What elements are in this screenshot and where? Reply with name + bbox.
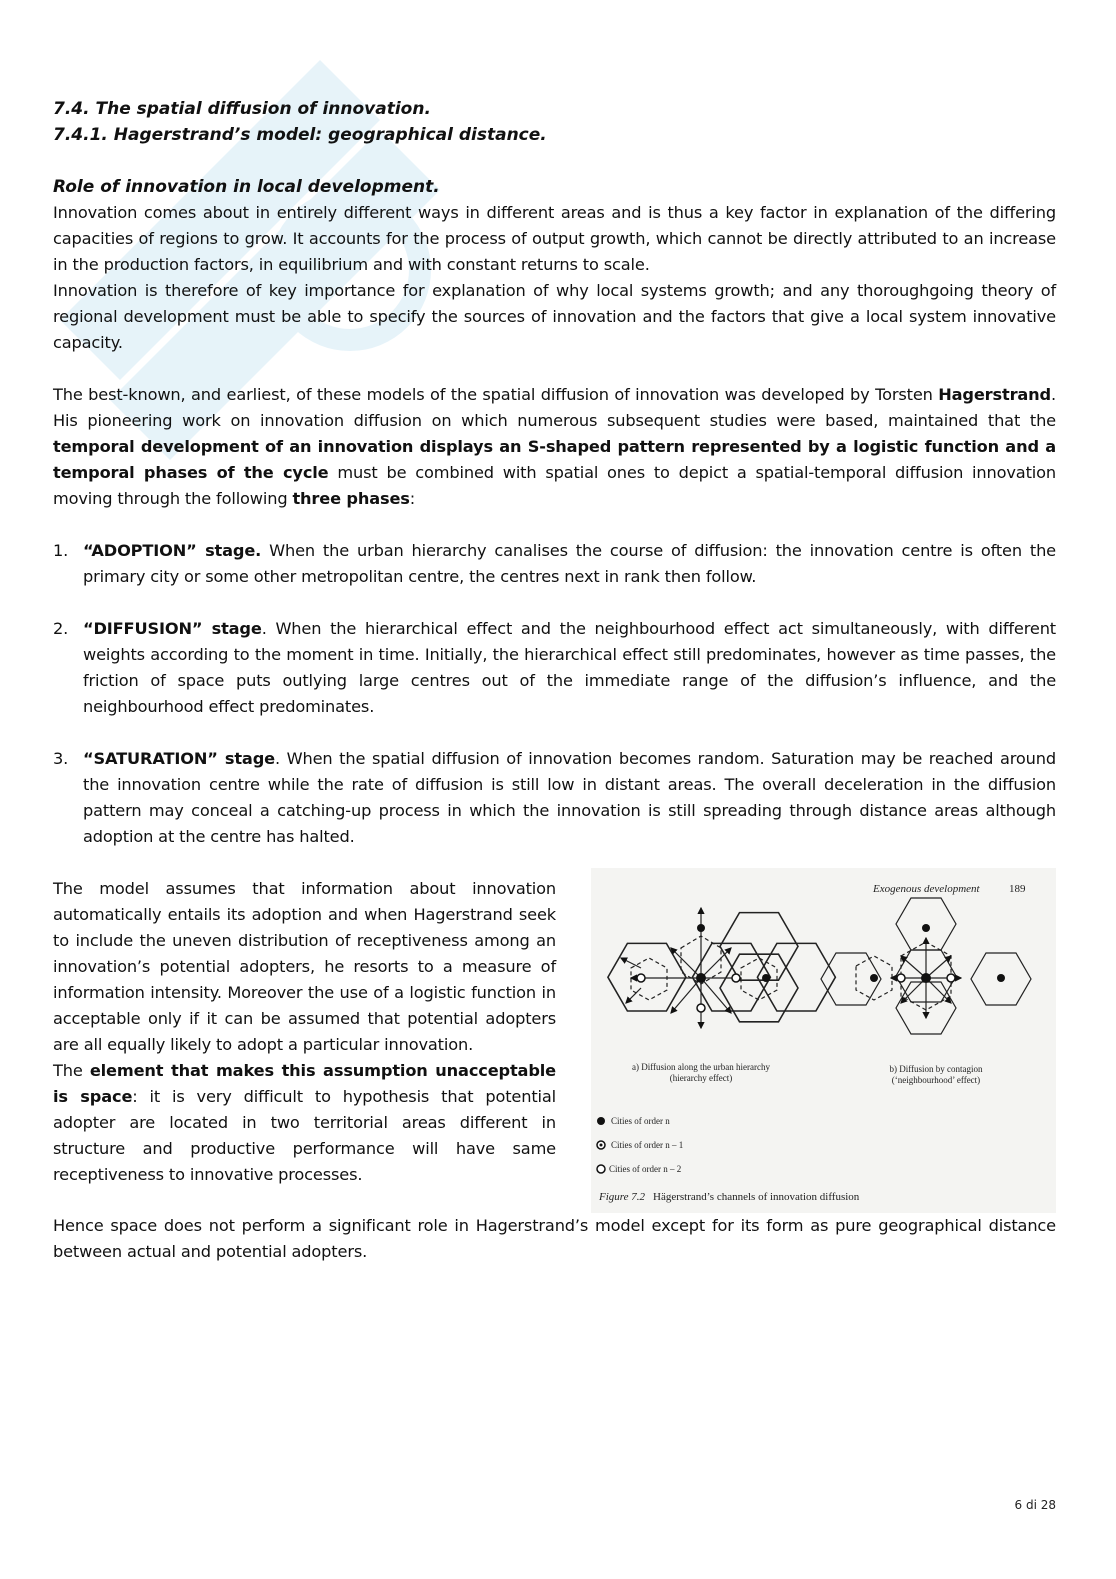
s-shaped-statement: temporal development of an innovation displays an S-shaped pattern represented by a logistic function and a temporal phases of the cycle — [53, 437, 1056, 482]
figure-page: 189 — [1009, 883, 1026, 895]
caption-b-line1: b) Diffusion by contagion — [889, 1064, 983, 1074]
page-number: 6 di 28 — [1014, 1498, 1056, 1512]
figure-legend — [597, 1116, 683, 1174]
intro-paragraph-2: Innovation is therefore of key importance for explanation of why local systems growth; and any thoroughgoing theory of regional development must be able to specify the sources of innovation and the factors that give a local system innovative capacity. — [53, 281, 1056, 352]
three-phases-label: three phases — [292, 489, 410, 508]
legend-order-n: Cities of order n — [611, 1116, 670, 1126]
legend-order-n2: Cities of order n – 2 — [609, 1164, 682, 1174]
assumption-paragraph-2: The element that makes this assumption unacceptable is space: it is very difficult to hypothesis that potential adopter are located in two territorial areas different in structure and productive performance will have same receptiveness to innovative processes. — [53, 1061, 556, 1184]
caption-b-line2: (‘neighbourhood’ effect) — [891, 1075, 981, 1085]
caption-number: Figure 7.2 — [599, 1191, 646, 1203]
conclusion-paragraph: Hence space does not perform a significant role in Hagerstrand’s model except for its form as pure geographical distance between actual and potential adopters. — [53, 1216, 1056, 1261]
hierarchy-cities — [637, 924, 770, 1012]
contagion-cities — [870, 924, 1005, 983]
contagion-diagram — [821, 898, 1031, 1034]
phase-label: “SATURATION” stage — [83, 749, 275, 768]
hagerstrand-name: Hagerstrand — [938, 385, 1051, 404]
assumption-paragraph-1: The model assumes that information about innovation automatically entails its adoption and when Hagerstrand seek to include the uneven distribution of receptiveness among an innovation’s potential adopters, he resorts to a measure of information intensity. Moreover the use of a logistic function in acceptable only if it can be assumed that potential adopters are all equally likely to adopt a particular innovation. — [53, 879, 556, 1054]
figure-header: Exogenous development — [873, 883, 980, 895]
model-paragraph: The best-known, and earliest, of these models of the spatial diffusion of innovation was developed by Torsten Hagerstrand. His pioneering work on innovation diffusion on which numerous subsequent studies were based, maintained that the temporal development of an innovation displays an S-shaped pattern represented by a logistic function and a temporal phases of the cycle must be combined with spatial ones to depict a spatial-temporal diffusion innovation moving through the following three phases: — [53, 385, 1056, 508]
caption-a-line1: a) Diffusion along the urban hierarchy — [631, 1062, 771, 1072]
phases-list — [53, 538, 1056, 850]
phase-label: “ADOPTION” stage. — [83, 541, 262, 560]
hagerstrand-figure — [591, 868, 1056, 1213]
text-figure-row — [53, 876, 1056, 1213]
list-item: 2. “DIFFUSION” stage. When the hierarchical effect and the neighbourhood effect act simultaneously, with different weights according to the moment in time. Initially, the hierarchical effect still predominates, however as time passes, the friction of space puts outlying large centres out of the immediate range of the diffusion’s influence, and the neighbourhood effect predominates. — [53, 619, 1057, 716]
list-item: 1. “ADOPTION” stage. When the urban hierarchy canalises the course of diffusion: the innovation centre is often the primary city or some other metropolitan centre, the centres next in rank then follow. — [53, 541, 1056, 586]
phase-label: “DIFFUSION” stage — [83, 619, 262, 638]
main-content — [53, 96, 1056, 1265]
legend-order-n1: Cities of order n – 1 — [611, 1140, 684, 1150]
subsection-heading: 7.4.1. Hagerstrand’s model: geographical distance. — [53, 125, 547, 145]
caption-a-line2: (hierarchy effect) — [669, 1073, 733, 1083]
intro-paragraph-1: Innovation comes about in entirely different ways in different areas and is thus a key factor in explanation of the differing capacities of regions to grow. It accounts for the process of output growth, which cannot be directly attributed to an increase in the production factors, in equilibrium and with constant returns to scale. — [53, 203, 1056, 274]
caption-title: Hägerstrand’s channels of innovation diffusion — [653, 1191, 860, 1203]
space-statement: element that makes this assumption unacceptable is space — [53, 1061, 556, 1106]
list-item: 3. “SATURATION” stage. When the spatial diffusion of innovation becomes random. Saturation may be reached around the innovation centre while the rate of diffusion is still low in distant areas. The overall deceleration in the diffusion pattern may conceal a catching-up process in which the innovation is still spreading through distance areas although adoption at the centre has halted. — [53, 749, 1056, 846]
hierarchy-diagram — [608, 908, 836, 1028]
figure-drawing — [591, 868, 1056, 1213]
assumption-column — [53, 876, 556, 1213]
intro-title: Role of innovation in local development. — [53, 177, 440, 197]
section-heading: 7.4. The spatial diffusion of innovation. — [53, 99, 431, 119]
